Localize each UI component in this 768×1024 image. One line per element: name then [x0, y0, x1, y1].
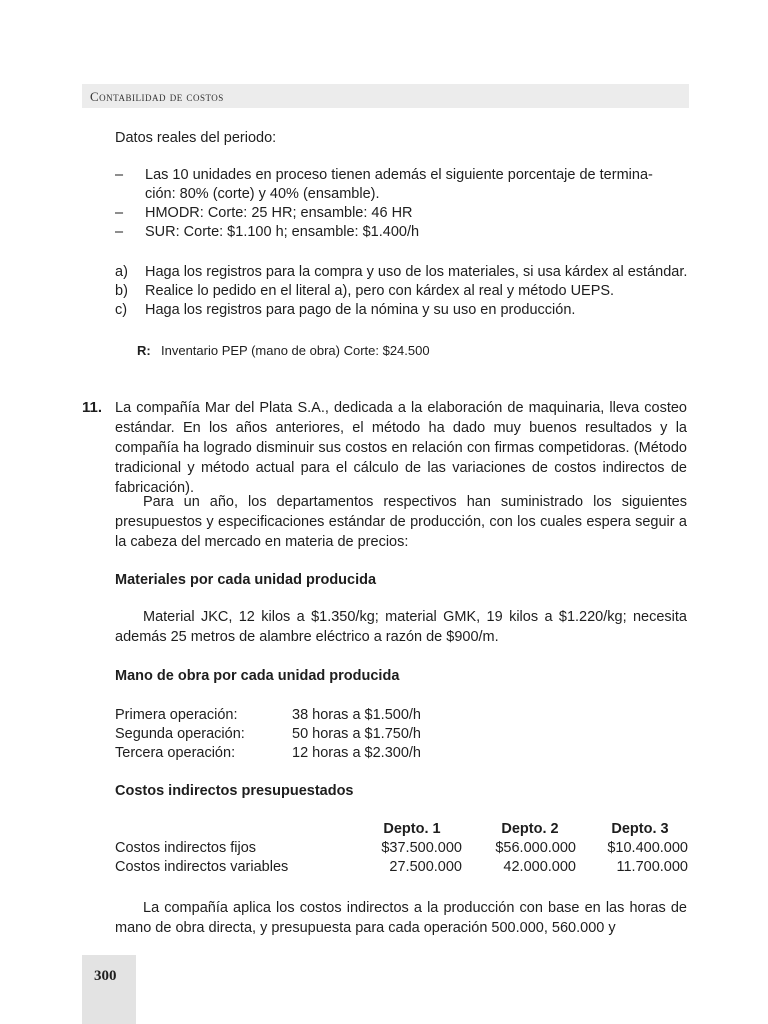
labor-detail: 12 horas a $2.300/h — [292, 745, 421, 761]
labor-operation: Primera operación: — [115, 707, 238, 723]
closing-paragraph: La compañía aplica los costos indirectos a la producción con base en las horas de mano de obra directa, y presupuesta para cada operación 500.000, 560.000 y — [115, 900, 687, 936]
section-heading: Datos reales del periodo: — [115, 130, 277, 146]
bullet-1-line-1: Las 10 unidades en proceso tienen además el siguiente porcentaje de termina- — [145, 167, 653, 183]
materials-text: Material JKC, 12 kilos a $1.350/kg; material GMK, 19 kilos a $1.220/kg; necesita además 25 metros de alambre eléctrico a razón de $900/m. — [115, 609, 687, 645]
column-header: Depto. 3 — [611, 821, 669, 837]
overhead-cell: $10.400.000 — [607, 840, 688, 856]
overhead-row-label: Costos indirectos variables — [115, 859, 289, 875]
labor-detail: 38 horas a $1.500/h — [292, 707, 421, 723]
column-header: Depto. 1 — [383, 821, 441, 837]
answer-label: R: — [137, 343, 151, 358]
overhead-cell: 11.700.000 — [616, 859, 688, 875]
page-number-box — [82, 955, 136, 1024]
bullet-3: SUR: Corte: $1.100 h; ensamble: $1.400/h — [145, 224, 420, 240]
task-text: Haga los registros para la compra y uso de los materiales, si usa kárdex al estándar. — [145, 264, 688, 280]
overhead-row-label: Costos indirectos fijos — [115, 840, 257, 856]
answer-text: Inventario PEP (mano de obra) Corte: $24.500 — [161, 343, 430, 358]
problem-paragraph-1: La compañía Mar del Plata S.A., dedicada a la elaboración de maquinaria, lleva costeo estándar. En los años anteriores, el método ha dado muy buenos resultados y la compañía ha logrado disminuir sus costos en relación con firmas competidoras. (Método tradicional y método actual para el cálculo de las variaciones de costos indirectos de fabricación). — [115, 400, 687, 496]
overhead-cell: 42.000.000 — [503, 859, 576, 875]
labor-heading: Mano de obra por cada unidad producida — [115, 668, 400, 684]
task-text: Realice lo pedido en el literal a), pero con kárdex al real y método UEPS. — [145, 283, 615, 299]
task-letter: a) — [115, 264, 128, 280]
overhead-cell: $37.500.000 — [381, 840, 462, 856]
labor-detail: 50 horas a $1.750/h — [292, 726, 421, 742]
task-text: Haga los registros para pago de la nómina y su uso en producción. — [145, 302, 576, 318]
overhead-cell: $56.000.000 — [495, 840, 576, 856]
overhead-cell: 27.500.000 — [389, 859, 462, 875]
problem-number: 11. — [82, 399, 103, 416]
bullet-marker: – — [115, 205, 124, 221]
problem-paragraph-2: Para un año, los departamentos respectivos han suministrado los siguientes presupuestos y especificaciones estándar de producción, con los cuales espera seguir a la cabeza del mercado en materia de precios: — [115, 494, 687, 550]
page-number: 300 — [94, 968, 117, 984]
bullet-marker: – — [115, 167, 124, 183]
task-letter: c) — [115, 302, 128, 318]
bullet-marker: – — [115, 224, 124, 240]
bullet-2: HMODR: Corte: 25 HR; ensamble: 46 HR — [145, 205, 413, 221]
overhead-heading: Costos indirectos presupuestados — [115, 783, 354, 799]
column-header: Depto. 2 — [501, 821, 559, 837]
materials-heading: Materiales por cada unidad producida — [115, 572, 377, 588]
labor-operation: Segunda operación: — [115, 726, 245, 742]
running-header-title: Contabilidad de costos — [90, 89, 224, 104]
bullet-1-line-2: ción: 80% (corte) y 40% (ensamble). — [145, 186, 380, 202]
labor-operation: Tercera operación: — [115, 745, 236, 761]
task-letter: b) — [115, 283, 128, 299]
